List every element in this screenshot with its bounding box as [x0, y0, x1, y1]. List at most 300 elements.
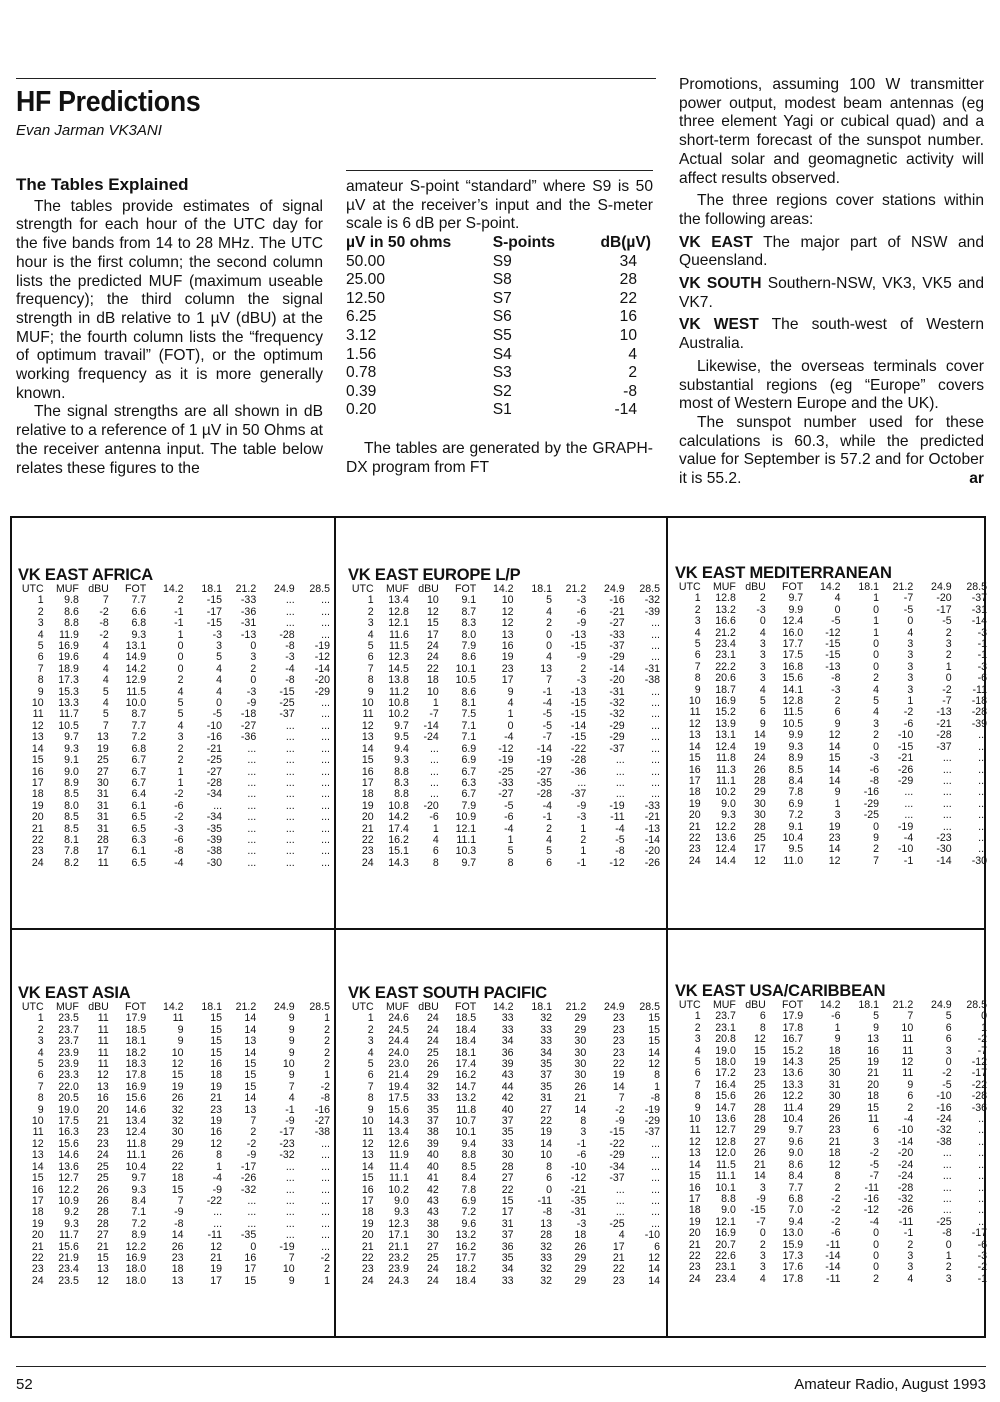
column-header: 14.2: [162, 583, 184, 595]
table-cell: 18.0: [125, 1263, 147, 1276]
table-cell: 2: [945, 1261, 952, 1274]
table-cell: 26: [754, 763, 766, 776]
table-cell: 15: [427, 617, 439, 630]
table-cell: 14: [828, 774, 841, 787]
footer-rule: [16, 1366, 986, 1367]
table-cell: 6.6: [131, 605, 147, 618]
table-cell: 8: [580, 1115, 587, 1128]
table-cell: 12: [648, 1058, 660, 1071]
table-cell: ...: [942, 1204, 952, 1217]
table-cell: -11: [898, 1215, 914, 1228]
table-cell: ...: [321, 742, 330, 755]
column-header: 21.2: [235, 583, 257, 595]
table-cell: 13.4: [388, 1126, 409, 1139]
table-cell: 31: [540, 1092, 553, 1105]
table-cell: 17.2: [715, 1067, 736, 1080]
table-cell: ...: [978, 831, 987, 844]
table-cell: 21: [574, 1092, 587, 1105]
table-cell: 18: [867, 1090, 880, 1103]
table-cell: 6: [37, 651, 44, 664]
table-cell: -29: [314, 685, 330, 698]
table-title: VK EAST EUROPE L/P: [348, 566, 521, 584]
table-cell: ...: [978, 763, 987, 776]
table-title: VK EAST SOUTH PACIFIC: [348, 984, 548, 1002]
table-cell: 24: [427, 1012, 439, 1025]
table-cell: 28: [540, 1229, 553, 1242]
table-cell: 19: [688, 1215, 701, 1228]
column-header: FOT: [455, 583, 477, 595]
s-point-uv: 12.50: [346, 289, 386, 307]
table-cell: ...: [213, 1206, 223, 1219]
table-cell: 9.6: [461, 1217, 477, 1230]
table-cell: 12: [427, 605, 439, 618]
table-cell: 19: [171, 1080, 184, 1093]
table-cell: 0: [873, 660, 880, 673]
table-cell: 16.3: [58, 1126, 79, 1139]
table-cell: 8.7: [131, 708, 147, 721]
table-row: [348, 1207, 660, 1218]
table-cell: 17: [427, 628, 439, 641]
table-cell: 3: [945, 1044, 952, 1057]
table-cell: 27: [540, 1103, 553, 1116]
top-rule-left: [16, 78, 656, 79]
table-cell: -33: [240, 594, 257, 607]
table-row: [18, 618, 330, 629]
table-cell: 31: [97, 811, 109, 824]
table-cell: 4: [177, 719, 184, 732]
table-cell: 20: [31, 1229, 44, 1242]
table-row: [675, 1034, 987, 1045]
table-cell: 6.5: [131, 811, 147, 824]
table-cell: 21: [828, 1135, 841, 1148]
table-cell: 20: [31, 811, 44, 824]
table-cell: 26: [427, 1058, 439, 1071]
table-cell: 8: [216, 1149, 223, 1162]
table-cell: 2: [177, 754, 184, 767]
table-cell: 23: [612, 1012, 625, 1025]
table-cell: 11: [362, 708, 374, 721]
table-cell: 16: [244, 1251, 257, 1264]
table-cell: -32: [279, 1149, 295, 1162]
table-row: [675, 787, 987, 798]
table-cell: 14.5: [388, 662, 409, 675]
table-cell: 6: [37, 1069, 44, 1082]
table-cell: 4: [873, 683, 880, 696]
table-cell: ...: [247, 822, 257, 835]
table-cell: 15.2: [715, 706, 736, 719]
col3-paragraph-2: The three regions cover stations within the following areas:: [679, 192, 984, 228]
table-cell: 9: [907, 1078, 914, 1091]
table-cell: 4: [367, 1046, 374, 1059]
table-cell: -3: [576, 811, 587, 824]
table-cell: 17.8: [125, 1069, 147, 1082]
table-cell: 23.0: [388, 1058, 409, 1071]
table-cell: 4: [907, 1272, 914, 1285]
table-cell: -2: [174, 788, 184, 801]
column-header: MUF: [385, 1001, 409, 1013]
table-cell: -24: [897, 1170, 914, 1183]
s-point-row: [346, 253, 653, 272]
table-cell: -8: [174, 845, 184, 858]
table-cell: ...: [942, 1192, 952, 1205]
table-cell: ...: [285, 811, 295, 824]
table-cell: -10: [206, 719, 223, 732]
table-cell: 2: [546, 617, 553, 630]
table-cell: -37: [971, 592, 987, 605]
table-row: [18, 789, 330, 800]
table-cell: ...: [247, 742, 257, 755]
table-cell: 15: [31, 754, 44, 767]
table-cell: 13.6: [782, 1067, 804, 1080]
table-cell: 1: [654, 1080, 660, 1093]
column-header: 21.2: [235, 1001, 257, 1013]
table-cell: 9.7: [64, 731, 79, 744]
table-cell: 7.8: [788, 786, 804, 799]
table-cell: 8.3: [461, 617, 477, 630]
table-cell: -15: [897, 740, 914, 753]
table-cell: -20: [936, 592, 952, 605]
table-cell: 4: [618, 1229, 625, 1242]
table-cell: 9: [367, 685, 374, 698]
table-cell: 23.2: [388, 1251, 409, 1264]
table-cell: 16.6: [715, 615, 736, 628]
table-cell: 30: [574, 1046, 587, 1059]
table-cell: ...: [247, 845, 257, 858]
table-cell: -8: [285, 640, 295, 653]
table-cell: -34: [609, 1160, 625, 1173]
s-point-db: 28: [619, 271, 637, 289]
table-cell: 18.1: [125, 1035, 147, 1048]
table-cell: 7.2: [131, 1217, 147, 1230]
table-cell: ...: [651, 1137, 660, 1150]
table-cell: 12.2: [58, 1183, 79, 1196]
table-cell: 7.8: [64, 845, 79, 858]
table-cell: -37: [609, 742, 625, 755]
table-cell: 8.6: [461, 685, 477, 698]
table-cell: 23.9: [388, 1263, 409, 1276]
table-cell: -2: [174, 811, 184, 824]
table-cell: -3: [977, 626, 987, 639]
table-cell: 2: [324, 1046, 330, 1059]
table-cell: 23: [754, 1067, 766, 1080]
table-cell: ...: [904, 797, 914, 810]
table-cell: 8.7: [461, 605, 477, 618]
table-cell: -2: [246, 1137, 257, 1150]
table-row: [18, 1230, 330, 1241]
table-cell: 23: [688, 843, 701, 856]
table-cell: 33: [427, 1092, 439, 1105]
table-cell: 10.5: [455, 674, 477, 687]
table-cell: ...: [285, 765, 295, 778]
table-cell: 2: [177, 674, 184, 687]
table-cell: 14: [244, 1023, 257, 1036]
table-cell: 30: [828, 1090, 841, 1103]
table-cell: 26: [171, 1092, 184, 1105]
table-cell: 8.8: [64, 617, 79, 630]
col3-paragraph-1: Promotions, assuming 100 W transmitter power output, modest beam antennas (eg three element Yagi or cubical quad) and a short-term forecast of the sunspot number. Actual solar and geomagnetic activity will affect results observed.: [679, 76, 984, 187]
table-cell: 0: [250, 674, 257, 687]
table-cell: 12: [828, 1158, 841, 1171]
table-cell: 22: [31, 1251, 44, 1264]
table-cell: -21: [609, 605, 625, 618]
table-cell: 38: [427, 1126, 439, 1139]
table-cell: ...: [651, 685, 660, 698]
table-cell: -37: [609, 640, 625, 653]
table-cell: ...: [285, 605, 295, 618]
table-cell: -24: [897, 1158, 914, 1171]
table-cell: 32: [540, 1274, 553, 1287]
table-cell: -9: [576, 799, 587, 812]
table-cell: 14.1: [782, 683, 804, 696]
table-cell: 31: [97, 822, 109, 835]
table-cell: 25: [427, 1046, 439, 1059]
table-cell: 26: [754, 1090, 766, 1103]
table-cell: 9.7: [394, 719, 409, 732]
table-row: [348, 1150, 660, 1161]
table-cell: 24: [754, 752, 766, 765]
table-cell: 12.4: [782, 615, 804, 628]
table-cell: 14: [540, 1137, 553, 1150]
table-row: [348, 732, 660, 743]
table-cell: 6: [367, 651, 374, 664]
column-header: 18.1: [201, 583, 223, 595]
table-cell: -8: [615, 845, 625, 858]
table-cell: 13: [540, 662, 553, 675]
table-row: [675, 1091, 987, 1102]
column-header: 28.5: [966, 999, 987, 1011]
table-cell: 13: [97, 1263, 109, 1276]
table-cell: -8: [831, 672, 841, 685]
table-cell: -2: [903, 706, 914, 719]
table-cell: 32: [540, 1263, 553, 1276]
table-cell: 27: [97, 765, 109, 778]
table-cell: -4: [903, 831, 914, 844]
table-cell: 12: [688, 1135, 701, 1148]
table-cell: -1: [903, 1227, 914, 1240]
table-cell: 35: [427, 1103, 439, 1116]
table-cell: 17: [361, 776, 374, 789]
table-cell: -17: [936, 603, 952, 616]
s-point-db: 4: [628, 345, 637, 363]
table-cell: -1: [576, 856, 587, 869]
table-cell: ...: [978, 1181, 987, 1194]
table-cell: 12.4: [715, 843, 736, 856]
table-cell: 22: [612, 1263, 625, 1276]
table-cell: 4: [759, 683, 766, 696]
table-cell: 6: [546, 1172, 553, 1185]
table-cell: 2: [324, 1263, 330, 1276]
table-cell: ...: [213, 1217, 223, 1230]
table-cell: ...: [321, 719, 330, 732]
table-cell: 23: [688, 1261, 701, 1274]
table-cell: 14: [828, 843, 841, 856]
table-cell: 2: [546, 822, 553, 835]
table-cell: 17: [244, 1263, 257, 1276]
table-cell: 9.2: [64, 1206, 79, 1219]
table-cell: 15.6: [782, 672, 804, 685]
table-cell: 19.6: [58, 651, 79, 664]
table-cell: 1: [580, 822, 587, 835]
table-row: [348, 618, 660, 629]
table-cell: 25: [97, 1172, 109, 1185]
table-cell: 1: [873, 615, 880, 628]
table-cell: 2: [694, 603, 701, 616]
table-cell: -9: [756, 1192, 766, 1205]
table-cell: 2: [37, 605, 44, 618]
table-cell: 6.9: [461, 1194, 477, 1207]
table-row: [675, 616, 987, 627]
table-cell: 23.4: [58, 1263, 79, 1276]
table-cell: 9.3: [131, 628, 147, 641]
table-cell: 17.5: [58, 1115, 79, 1128]
table-cell: 4: [694, 626, 701, 639]
table-cell: 6: [759, 1010, 766, 1023]
table-cell: 18: [688, 1204, 701, 1217]
table-row: [18, 1207, 330, 1218]
table-cell: 13.4: [388, 594, 409, 607]
table-cell: -29: [609, 719, 625, 732]
table-cell: 4: [694, 1044, 701, 1057]
table-cell: -19: [609, 799, 625, 812]
table-cell: ...: [651, 1206, 660, 1219]
table-cell: -2: [320, 1251, 330, 1264]
table-cell: 9.0: [721, 797, 736, 810]
table-cell: 4: [102, 651, 109, 664]
table-cell: 2: [177, 594, 184, 607]
table-cell: -32: [897, 1192, 914, 1205]
column-header: 21.2: [892, 581, 914, 593]
table-cell: ...: [321, 1172, 330, 1185]
table-cell: 6: [546, 856, 553, 869]
table-cell: ...: [978, 729, 987, 742]
table-cell: 11: [689, 1124, 701, 1137]
table-cell: 0: [507, 719, 514, 732]
table-cell: 15: [244, 1080, 257, 1093]
table-cell: 2: [759, 1238, 766, 1251]
table-cell: -14: [570, 719, 587, 732]
table-cell: 28: [97, 1206, 109, 1219]
table-cell: -19: [498, 754, 514, 767]
column-header: 28.5: [639, 583, 660, 595]
table-cell: ...: [285, 856, 295, 869]
table-cell: 3: [37, 617, 44, 630]
table-cell: 40: [427, 1149, 439, 1162]
table-cell: 14.3: [388, 1115, 409, 1128]
table-cell: 25: [427, 1251, 439, 1264]
table-cell: 30: [574, 1069, 587, 1082]
table-cell: 9.3: [394, 1206, 409, 1219]
table-cell: -2: [320, 1080, 330, 1093]
table-cell: -28: [971, 706, 987, 719]
table-cell: 24.5: [388, 1023, 409, 1036]
table-cell: 0: [981, 1010, 987, 1023]
table-cell: -22: [971, 1078, 987, 1091]
table-cell: ...: [651, 742, 660, 755]
table-cell: -4: [903, 1113, 914, 1126]
table-cell: 26: [97, 1183, 109, 1196]
table-cell: 0: [873, 649, 880, 662]
table-cell: -25: [279, 697, 295, 710]
table-cell: 13.3: [782, 1078, 804, 1091]
table-cell: 7.5: [461, 708, 477, 721]
table-cell: 17: [210, 1274, 223, 1287]
column-header: 21.2: [565, 583, 587, 595]
table-cell: 25: [97, 754, 109, 767]
table-cell: 14.3: [782, 1056, 804, 1069]
table-cell: 8.3: [394, 776, 409, 789]
table-cell: ...: [285, 1229, 295, 1242]
s-point-label: S9: [492, 252, 512, 270]
table-cell: -7: [756, 1215, 766, 1228]
table-cell: 1: [367, 594, 374, 607]
s-point-uv: 6.25: [346, 308, 377, 326]
table-cell: 1: [873, 592, 880, 605]
col1-paragraph-1: The tables provide estimates of signal strength for each hour of the UTC day for the five bands from 14 to 28 MHz. The UTC hour is the first column; the second column lists the predicted MUF (maximum useable frequency); the third column the signal strength in dB relative to 1 µV (dBU) at the MUF; the fourth column lists the “frequency of optimum travail” (FOT), or the optimum working frequency as it is more generally known.: [16, 197, 323, 402]
table-cell: 9: [288, 1035, 295, 1048]
table-cell: 14: [688, 1158, 701, 1171]
table-cell: 16.9: [58, 640, 79, 653]
table-cell: ...: [247, 811, 257, 824]
table-cell: 22: [688, 1249, 701, 1262]
table-cell: ...: [321, 1194, 330, 1207]
table-cell: 35: [501, 1126, 514, 1139]
column-header: 24.9: [604, 583, 625, 595]
column-header: UTC: [678, 999, 701, 1011]
table-cell: 7: [873, 854, 880, 867]
table-cell: 5: [759, 695, 766, 708]
table-cell: 17.6: [782, 1261, 804, 1274]
table-cell: 25: [754, 831, 766, 844]
table-cell: 4: [907, 626, 914, 639]
table-cell: 0: [834, 603, 841, 616]
table-cell: 18.7: [715, 683, 736, 696]
table-cell: -15: [825, 638, 841, 651]
table-cell: 31: [501, 1217, 514, 1230]
column-header: 24.9: [274, 1001, 295, 1013]
table-cell: 7: [367, 662, 374, 675]
table-cell: 4: [546, 651, 553, 664]
table-cell: 14: [244, 1046, 257, 1059]
table-cell: 14: [171, 1229, 184, 1242]
table-cell: 17.3: [782, 1249, 804, 1262]
table-cell: 13: [688, 729, 701, 742]
table-cell: 28: [501, 1160, 514, 1173]
table-cell: ...: [321, 1149, 330, 1162]
table-cell: 29: [828, 1101, 841, 1114]
table-cell: 29: [574, 1012, 587, 1025]
table-cell: 1: [945, 660, 952, 673]
table-cell: 24: [427, 1274, 439, 1287]
table-cell: -11: [972, 683, 987, 696]
table-cell: 18: [210, 1069, 223, 1082]
table-cell: 5: [873, 695, 880, 708]
table-cell: ...: [615, 1194, 625, 1207]
table-cell: 11.4: [783, 1101, 804, 1114]
table-cell: ...: [429, 776, 439, 789]
table-cell: 25: [754, 1078, 766, 1091]
table-cell: 26: [171, 1240, 184, 1253]
column-header: 18.1: [531, 583, 553, 595]
table-cell: 12: [97, 1274, 109, 1287]
table-cell: -1: [977, 649, 987, 662]
table-cell: ...: [285, 1160, 295, 1173]
s-point-uv: 3.12: [346, 327, 377, 345]
table-cell: 9: [288, 1069, 295, 1082]
table-cell: 0: [873, 1261, 880, 1274]
table-cell: 7.9: [461, 640, 477, 653]
table-cell: 15: [828, 752, 841, 765]
table-cell: 24: [97, 1149, 109, 1162]
